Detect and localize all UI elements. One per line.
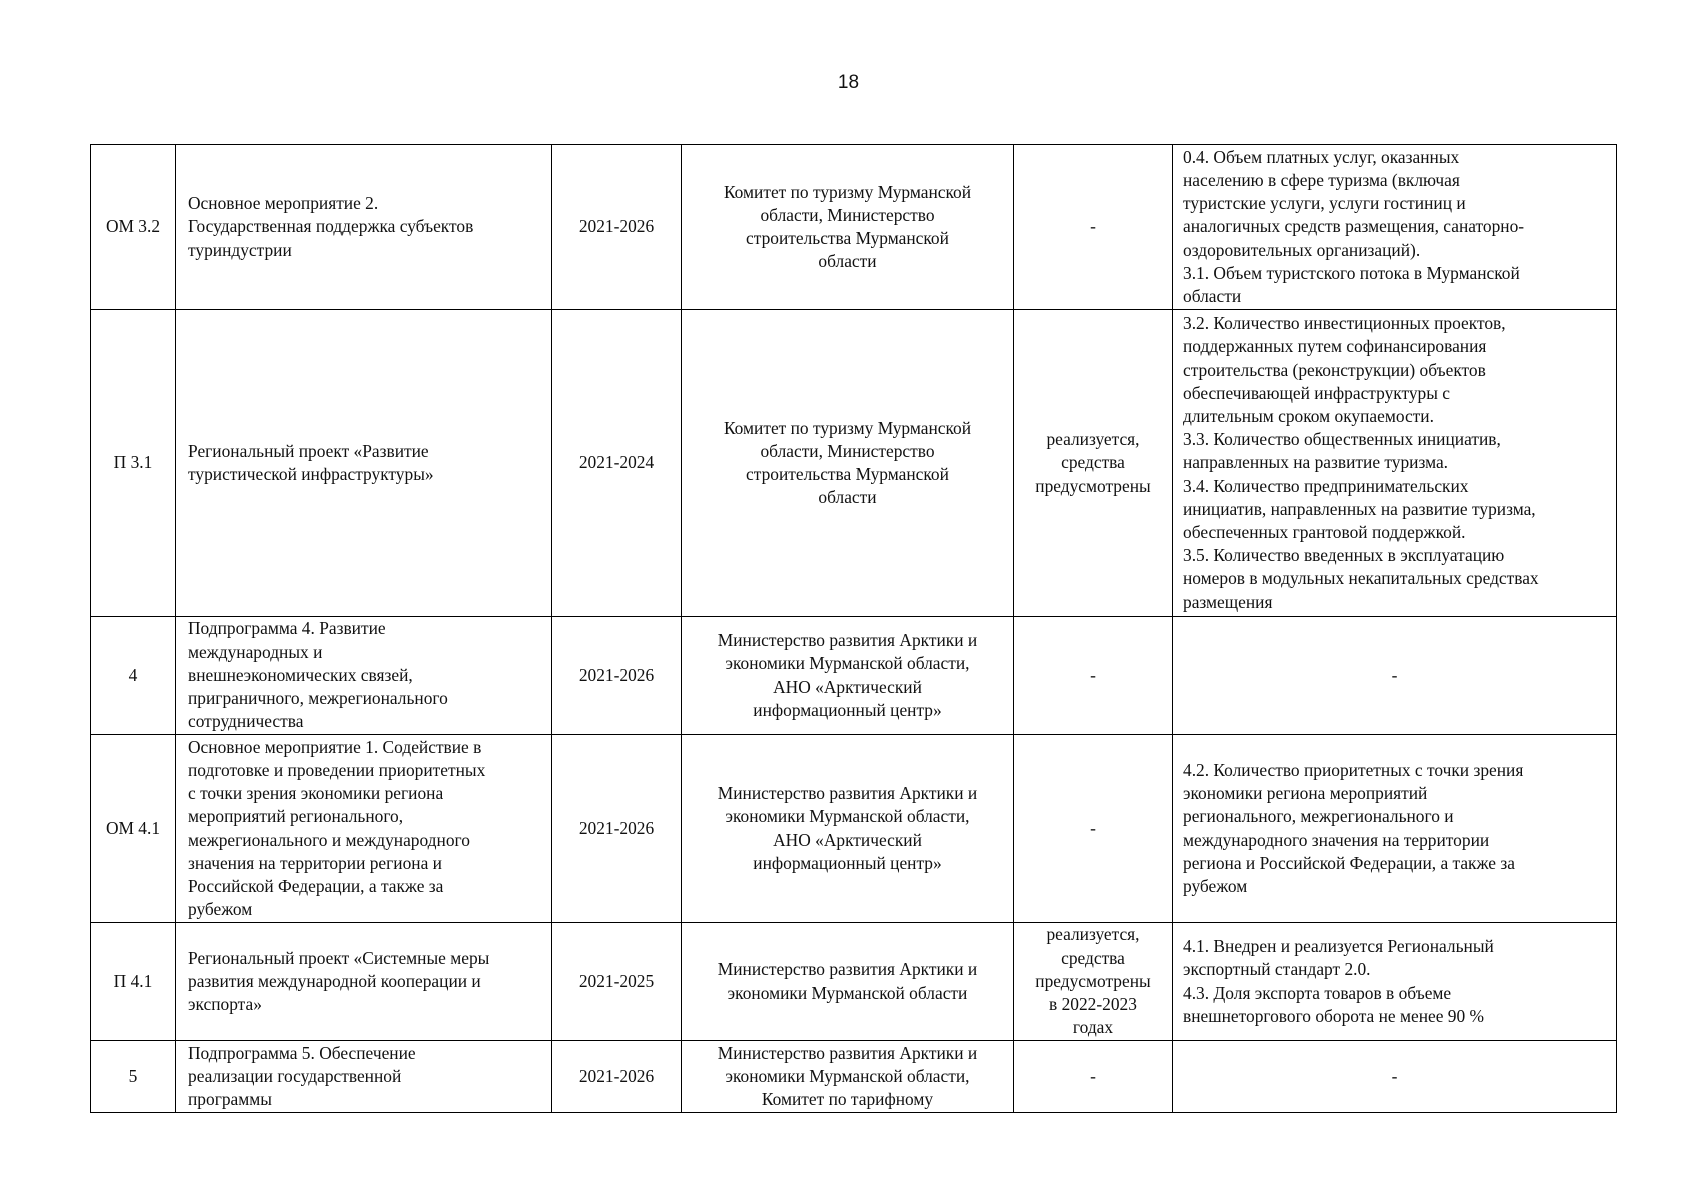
table-row (91, 735, 1617, 923)
row-name: Региональный проект «Развитие туристической инфраструктуры» (176, 310, 552, 617)
row-period: 2021-2024 (552, 310, 682, 617)
table-row (91, 923, 1617, 1041)
row-funding: - (1014, 1041, 1173, 1113)
row-funding: реализуется, средства предусмотрены в 2022-2023 годах (1014, 923, 1173, 1041)
row-executor: Министерство развития Арктики и экономики Мурманской области, Комитет по тарифному (682, 1041, 1014, 1113)
row-indicators: 4.2. Количество приоритетных с точки зрения экономики региона мероприятий регионального, межрегионального и международного значения на территории региона и Российской Федерации, а также за рубежом (1173, 735, 1617, 923)
row-period: 2021-2025 (552, 923, 682, 1041)
table-row (91, 145, 1617, 310)
row-funding: реализуется, средства предусмотрены (1014, 310, 1173, 617)
row-period: 2021-2026 (552, 617, 682, 735)
row-funding: - (1014, 145, 1173, 310)
table-row (91, 617, 1617, 735)
row-indicators: 3.2. Количество инвестиционных проектов, поддержанных путем софинансирования строительства (реконструкции) объектов обеспечивающей инфраструктуры с длительным сроком окупаемости. 3.3. Количество общественных инициатив, направленных на развитие туризма. 3.4. Количество предпринимательских инициатив, направленных на развитие туризма, обеспеченных грантовой поддержкой. 3.5. Количество введенных в эксплуатацию номеров в модульных некапитальных средствах размещения (1173, 310, 1617, 617)
row-name: Подпрограмма 5. Обеспечение реализации государственной программы (176, 1041, 552, 1113)
row-code: 5 (91, 1041, 176, 1113)
row-period: 2021-2026 (552, 1041, 682, 1113)
row-period: 2021-2026 (552, 735, 682, 923)
row-name: Основное мероприятие 2. Государственная поддержка субъектов туриндустрии (176, 145, 552, 310)
row-executor: Министерство развития Арктики и экономики Мурманской области (682, 923, 1014, 1041)
row-name: Подпрограмма 4. Развитие международных и внешнеэкономических связей, приграничного, межрегионального сотрудничества (176, 617, 552, 735)
program-activities-table (90, 144, 1617, 1113)
row-code: ОМ 3.2 (91, 145, 176, 310)
row-executor: Комитет по туризму Мурманской области, Министерство строительства Мурманской области (682, 310, 1014, 617)
row-name: Региональный проект «Системные меры развития международной кооперации и экспорта» (176, 923, 552, 1041)
row-period: 2021-2026 (552, 145, 682, 310)
row-indicators: 4.1. Внедрен и реализуется Региональный экспортный стандарт 2.0. 4.3. Доля экспорта товаров в объеме внешнеторгового оборота не менее 90 % (1173, 923, 1617, 1041)
row-funding: - (1014, 617, 1173, 735)
row-funding: - (1014, 735, 1173, 923)
page-number: 18 (837, 72, 860, 93)
row-indicators: 0.4. Объем платных услуг, оказанных населению в сфере туризма (включая туристские услуги, услуги гостиниц и аналогичных средств размещения, санаторно- оздоровительных организаций). 3.1. Объем туристского потока в Мурманской области (1173, 145, 1617, 310)
row-indicators: - (1173, 1041, 1617, 1113)
row-code: 4 (91, 617, 176, 735)
row-indicators: - (1173, 617, 1617, 735)
row-executor: Комитет по туризму Мурманской области, Министерство строительства Мурманской области (682, 145, 1014, 310)
row-code: ОМ 4.1 (91, 735, 176, 923)
row-name: Основное мероприятие 1. Содействие в подготовке и проведении приоритетных с точки зрения экономики региона мероприятий регионального, межрегионального и международного значения на территории региона и Российской Федерации, а также за рубежом (176, 735, 552, 923)
row-executor: Министерство развития Арктики и экономики Мурманской области, АНО «Арктический информационный центр» (682, 735, 1014, 923)
row-code: П 3.1 (91, 310, 176, 617)
row-code: П 4.1 (91, 923, 176, 1041)
row-executor: Министерство развития Арктики и экономики Мурманской области, АНО «Арктический информационный центр» (682, 617, 1014, 735)
table-row (91, 1041, 1617, 1113)
table-row (91, 310, 1617, 617)
